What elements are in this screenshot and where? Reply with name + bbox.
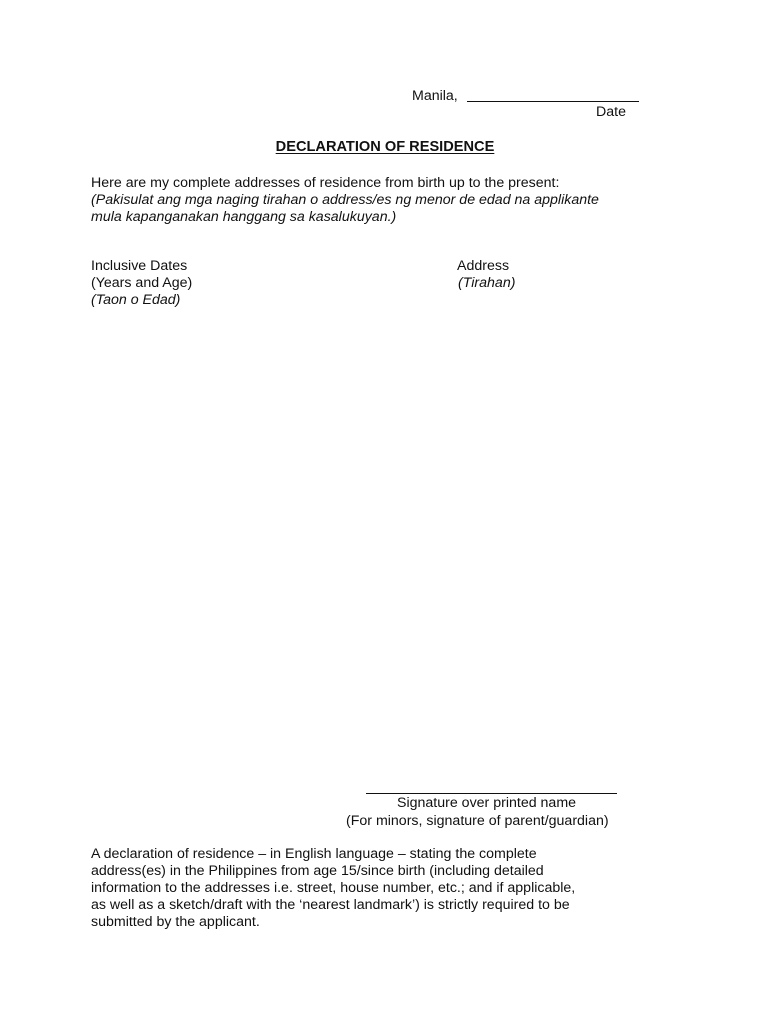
city-label: Manila, (412, 88, 458, 104)
intro-tagalog-line-1: (Pakisulat ang mga naging tirahan o address/es ng menor de edad na applikante (91, 192, 599, 208)
signature-note: (For minors, signature of parent/guardian) (346, 813, 609, 829)
column-dates-label: Inclusive Dates (91, 258, 188, 274)
footer-note-line: address(es) in the Philippines from age 15/since birth (including detailed (91, 863, 544, 879)
date-blank-line[interactable] (467, 101, 639, 102)
footer-note-line: submitted by the applicant. (91, 914, 260, 930)
footer-note-line: as well as a sketch/draft with the ‘nearest landmark’) is strictly required to be (91, 897, 570, 913)
date-caption: Date (596, 104, 626, 120)
column-dates-sublabel: (Years and Age) (91, 275, 193, 291)
column-dates-tagalog: (Taon o Edad) (91, 292, 181, 308)
intro-english: Here are my complete addresses of residence from birth up to the present: (91, 175, 560, 191)
signature-blank-line[interactable] (366, 793, 617, 794)
footer-note-line: information to the addresses i.e. street, house number, etc.; and if applicable, (91, 880, 576, 896)
footer-note-line: A declaration of residence – in English language – stating the complete (91, 846, 537, 862)
document-title: DECLARATION OF RESIDENCE (275, 139, 495, 155)
document-title-wrapper (0, 139, 770, 156)
signature-label: Signature over printed name (397, 795, 577, 811)
column-address-tagalog: (Tirahan) (458, 275, 516, 291)
column-address-label: Address (457, 258, 510, 274)
intro-tagalog-line-2: mula kapanganakan hanggang sa kasalukuyan.) (91, 209, 397, 225)
